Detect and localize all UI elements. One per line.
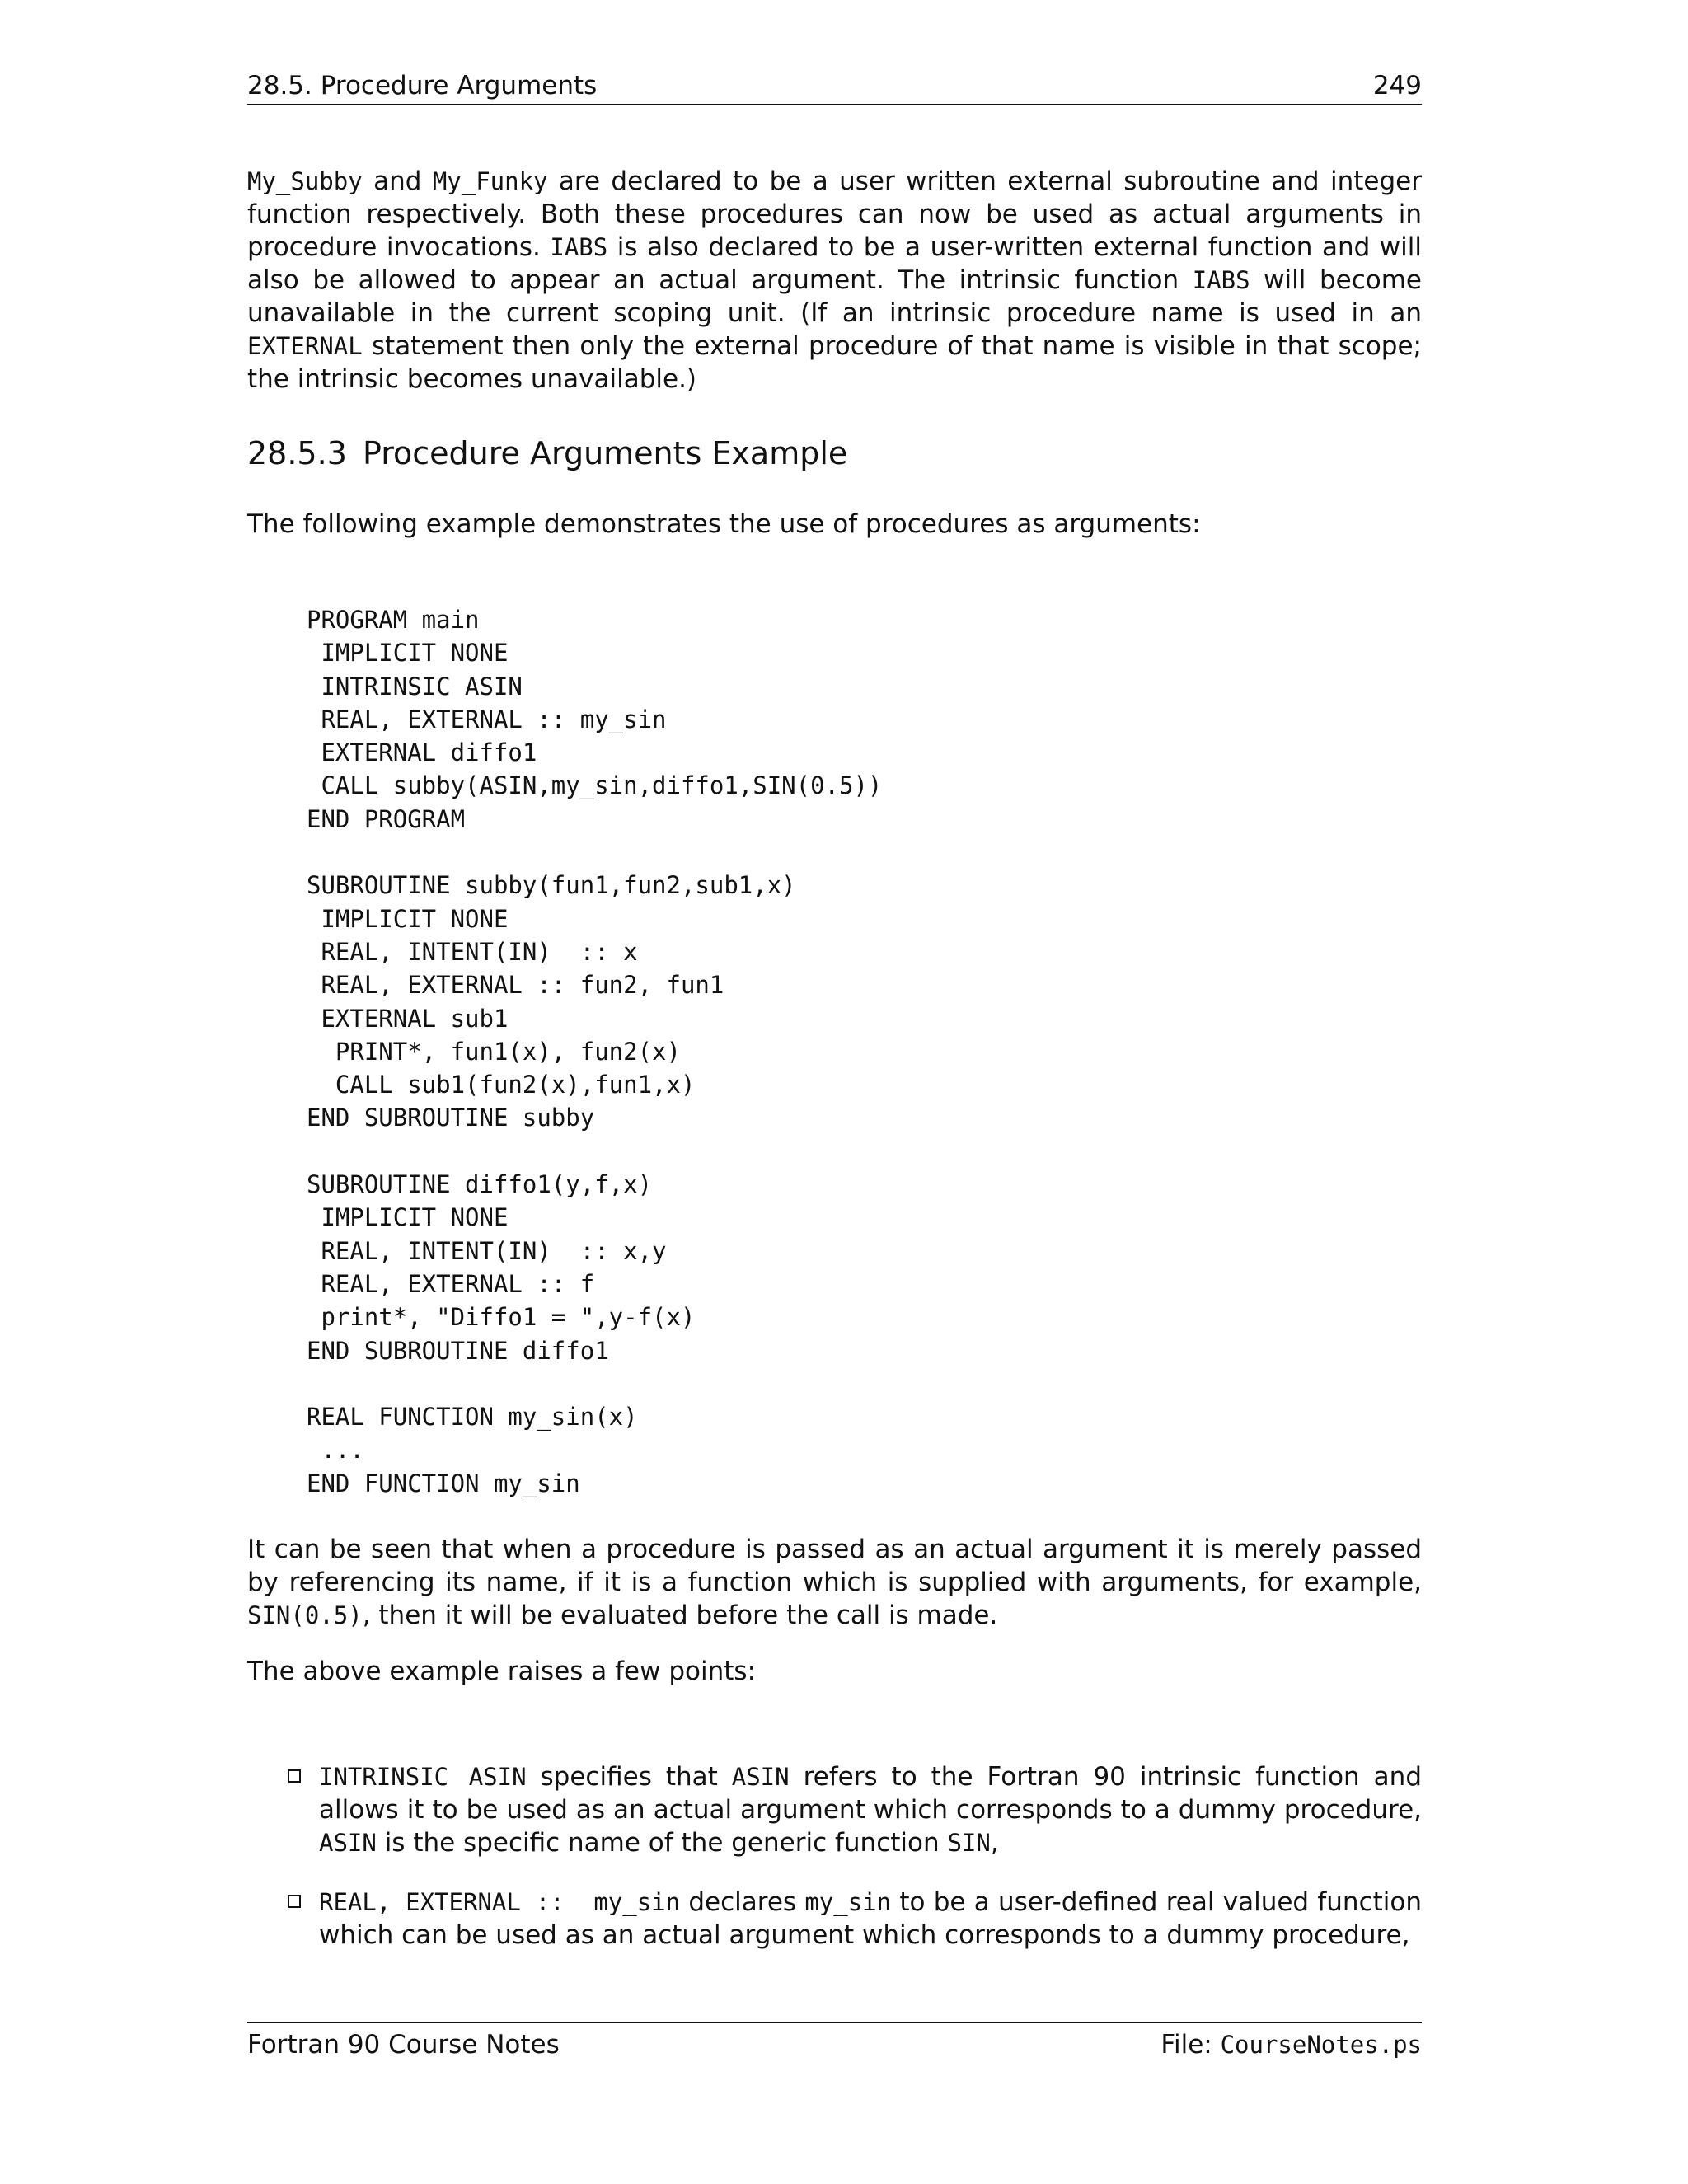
- section-number: 28.5.3: [247, 435, 347, 471]
- file-name: CourseNotes.ps: [1220, 2031, 1422, 2059]
- document-page: [247, 0, 1422, 2184]
- file-label: File:: [1160, 2030, 1221, 2060]
- inline-code: EXTERNAL: [247, 332, 363, 360]
- item-text: to be a user-defined real valued function which can be used as an actual argument which corresponds to a dummy procedure,: [319, 1887, 1422, 1950]
- footer-file-info: [1160, 2028, 1422, 2061]
- paragraph-text: It can be seen that when a procedure is passed as an actual argument it is merely passed by referencing its name, if it is a function which is supplied with arguments, for example,: [247, 1535, 1422, 1597]
- item-text: is the specific name of the generic function: [376, 1828, 948, 1858]
- inline-code: IABS: [1192, 266, 1250, 294]
- paragraph-text: will become unavailable in the current scoping unit. (If an intrinsic procedure name is used in an: [247, 265, 1423, 328]
- section-heading: [247, 434, 847, 473]
- inline-code: SIN(0.5): [247, 1601, 363, 1629]
- paragraph-text: is also declared to be a user-written external function and will also be allowed to appear an actual argument. The intrinsic function: [247, 232, 1423, 295]
- header-section-title: 28.5. Procedure Arguments: [247, 71, 598, 101]
- after-code-paragraph: [247, 1533, 1422, 1632]
- intro-paragraph: [247, 165, 1422, 396]
- running-footer: [247, 2022, 1422, 2061]
- item-text: ,: [990, 1828, 999, 1858]
- inline-code: SIN: [947, 1829, 991, 1857]
- item-text: specifies that: [526, 1762, 732, 1792]
- page-number: 249: [1372, 71, 1422, 101]
- code-listing: PROGRAM main IMPLICIT NONE INTRINSIC ASIN REAL, EXTERNAL :: my_sin EXTERNAL diffo1 CALL subby(ASIN,my_sin,diffo1,SIN(0.5)) END PROGRAM SUBROUTINE subby(fun1,fun2,sub1,x) IMPLICIT NONE REAL, INTENT(IN) :: x REAL, EXTERNAL :: fun2, fun1 EXTERNAL sub1 PRINT*, fun1(x), fun2(x) CALL sub1(fun2(x),fun1,x) END SUBROUTINE subby SUBROUTINE diffo1(y,f,x) IMPLICIT NONE REAL, INTENT(IN) :: x,y REAL, EXTERNAL :: f print*, "Diffo1 = ",y-f(x) END SUBROUTINE diffo1 REAL FUNCTION my_sin(x) ... END FUNCTION my_sin: [307, 606, 883, 1497]
- inline-code: ASIN: [731, 1763, 790, 1791]
- inline-code: IABS: [550, 233, 608, 261]
- paragraph-text: statement then only the external procedure of that name is visible in that scope; the intrinsic becomes unavailable.): [247, 331, 1422, 394]
- list-item: [284, 1886, 1422, 1952]
- paragraph-text: and: [362, 166, 433, 196]
- points-list: [284, 1760, 1422, 1978]
- item-text: refers to the Fortran 90 intrinsic function and allows it to be used as an actual argument which corresponds to a dummy procedure,: [319, 1762, 1422, 1825]
- footer-course-title: Fortran 90 Course Notes: [247, 2030, 560, 2060]
- inline-code: ASIN: [319, 1829, 377, 1857]
- example-intro-paragraph: The following example demonstrates the use of procedures as arguments:: [247, 509, 1201, 539]
- inline-code: My_Funky: [432, 167, 548, 195]
- box-bullet-icon: [288, 1769, 301, 1783]
- inline-code: REAL, EXTERNAL :: my_sin: [319, 1888, 681, 1916]
- inline-code: My_Subby: [247, 167, 363, 195]
- points-intro-paragraph: The above example raises a few points:: [247, 1657, 756, 1686]
- box-bullet-icon: [288, 1895, 301, 1908]
- section-title: Procedure Arguments Example: [363, 435, 848, 471]
- paragraph-text: , then it will be evaluated before the call is made.: [362, 1601, 998, 1630]
- list-item: [284, 1760, 1422, 1859]
- inline-code: my_sin: [804, 1888, 892, 1916]
- item-text: declares: [680, 1887, 805, 1917]
- inline-code: INTRINSIC ASIN: [319, 1763, 527, 1791]
- running-header: [247, 69, 1422, 105]
- paragraph-text: are declared to be a user written external subroutine and integer function respectively. Both these procedures can now be used as actual arguments in procedure invocations.: [247, 166, 1422, 262]
